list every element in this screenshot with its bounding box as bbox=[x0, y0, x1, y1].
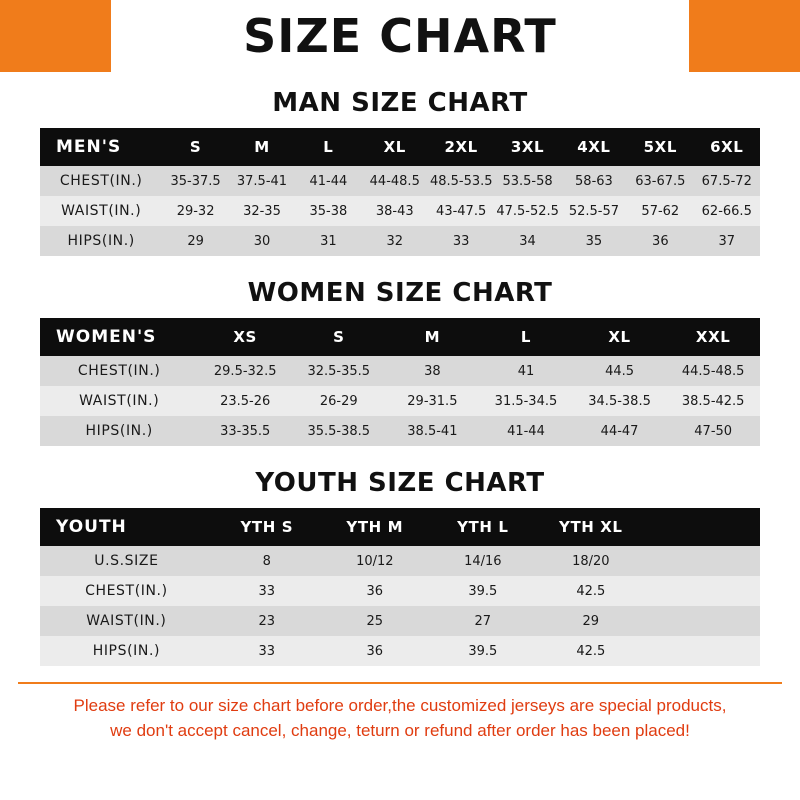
column-header: WOMEN'S bbox=[56, 327, 157, 347]
table-cell: 63-67.5 bbox=[635, 173, 686, 189]
youth-size-table bbox=[40, 508, 760, 666]
column-header: XL bbox=[608, 328, 631, 346]
table-cell: 30 bbox=[253, 233, 271, 249]
table-cell: 57-62 bbox=[641, 203, 680, 219]
table-cell: 44-47 bbox=[600, 423, 639, 439]
table-cell-empty bbox=[645, 546, 760, 576]
youth-section-title: YOUTH SIZE CHART bbox=[255, 468, 545, 498]
row-label: WAIST(IN.) bbox=[86, 613, 167, 629]
table-cell: 31 bbox=[320, 233, 337, 249]
row-label: WAIST(IN.) bbox=[79, 393, 160, 409]
man-table-wrap bbox=[40, 128, 760, 256]
table-cell: 29 bbox=[187, 233, 204, 249]
table-cell: 38.5-42.5 bbox=[681, 393, 745, 409]
row-label: HIPS(IN.) bbox=[92, 643, 161, 659]
youth-table-wrap bbox=[40, 508, 760, 666]
table-row bbox=[40, 606, 760, 636]
table-cell: 29 bbox=[582, 613, 600, 629]
man-section-title: MAN SIZE CHART bbox=[272, 88, 528, 118]
column-header: S bbox=[189, 138, 202, 156]
table-cell: 38.5-41 bbox=[407, 423, 458, 439]
column-header: 4XL bbox=[577, 138, 611, 156]
table-cell: 38-43 bbox=[375, 203, 414, 219]
table-header-row bbox=[40, 318, 760, 356]
table-cell: 38 bbox=[424, 363, 441, 379]
page-title: SIZE CHART bbox=[243, 9, 557, 63]
table-cell: 36 bbox=[366, 643, 384, 659]
column-header: 3XL bbox=[510, 138, 545, 156]
note-line-1: Please refer to our size chart before order,the customized jerseys are special products, bbox=[73, 696, 727, 715]
table-cell: 34 bbox=[519, 233, 536, 249]
column-header: YOUTH bbox=[56, 517, 127, 537]
table-cell: 29.5-32.5 bbox=[213, 363, 277, 379]
column-header: XXL bbox=[695, 328, 731, 346]
table-cell: 67.5-72 bbox=[701, 173, 752, 189]
table-row bbox=[40, 196, 760, 226]
row-label: CHEST(IN.) bbox=[85, 583, 168, 599]
table-row bbox=[40, 356, 760, 386]
column-header: M bbox=[424, 328, 441, 346]
table-cell: 14/16 bbox=[464, 553, 502, 569]
table-row bbox=[40, 416, 760, 446]
table-cell: 37.5-41 bbox=[236, 173, 288, 189]
table-cell: 44.5-48.5 bbox=[681, 363, 745, 379]
table-row bbox=[40, 226, 760, 256]
table-cell: 23.5-26 bbox=[220, 393, 271, 409]
table-header-row bbox=[40, 128, 760, 166]
women-size-table bbox=[40, 318, 760, 446]
table-cell: 29-31.5 bbox=[407, 393, 458, 409]
table-row bbox=[40, 386, 760, 416]
table-cell: 62-66.5 bbox=[701, 203, 752, 219]
table-cell: 44.5 bbox=[605, 363, 635, 379]
table-cell: 10/12 bbox=[356, 553, 394, 569]
table-cell: 58-63 bbox=[575, 173, 613, 189]
table-cell: 44-48.5 bbox=[369, 173, 420, 189]
column-header: MEN'S bbox=[56, 137, 122, 157]
column-header: 2XL bbox=[444, 138, 478, 156]
table-cell: 25 bbox=[366, 613, 384, 629]
table-cell: 41-44 bbox=[309, 173, 348, 189]
table-cell: 23 bbox=[258, 613, 276, 629]
column-header: XL bbox=[383, 138, 406, 156]
table-cell: 32 bbox=[386, 233, 404, 249]
table-cell: 41-44 bbox=[507, 423, 545, 439]
table-cell: 41 bbox=[517, 363, 535, 379]
column-header: 5XL bbox=[643, 138, 677, 156]
table-cell: 29-32 bbox=[176, 203, 215, 219]
table-row bbox=[40, 546, 760, 576]
table-cell: 18/20 bbox=[572, 553, 610, 569]
table-cell: 47.5-52.5 bbox=[496, 203, 559, 219]
header-banner-inner bbox=[111, 0, 689, 72]
women-section-title: WOMEN SIZE CHART bbox=[247, 278, 553, 308]
column-header: L bbox=[323, 138, 334, 156]
column-header: XS bbox=[233, 328, 257, 346]
column-header: YTH M bbox=[346, 518, 404, 536]
table-cell: 33 bbox=[452, 233, 470, 249]
column-header: L bbox=[520, 328, 532, 346]
table-cell: 35.5-38.5 bbox=[307, 423, 371, 439]
table-cell: 47-50 bbox=[694, 423, 733, 439]
table-cell: 39.5 bbox=[468, 643, 498, 659]
row-label: CHEST(IN.) bbox=[59, 173, 143, 189]
table-cell: 36 bbox=[652, 233, 669, 249]
table-cell: 27 bbox=[474, 613, 492, 629]
column-header: YTH S bbox=[240, 518, 294, 536]
table-cell: 8 bbox=[262, 553, 271, 569]
order-policy-note bbox=[18, 682, 782, 743]
table-cell: 42.5 bbox=[576, 583, 606, 599]
table-cell: 33-35.5 bbox=[220, 423, 271, 439]
column-header: S bbox=[333, 328, 345, 346]
table-cell: 33 bbox=[258, 643, 276, 659]
table-cell-empty bbox=[645, 576, 760, 606]
table-cell: 35-37.5 bbox=[170, 173, 221, 189]
column-header: YTH L bbox=[457, 518, 509, 536]
table-cell: 53.5-58 bbox=[502, 173, 553, 189]
row-label: HIPS(IN.) bbox=[85, 423, 153, 439]
table-cell: 35-38 bbox=[309, 203, 348, 219]
table-row bbox=[40, 166, 760, 196]
row-label: WAIST(IN.) bbox=[61, 203, 142, 219]
table-cell: 52.5-57 bbox=[568, 203, 620, 219]
women-table-wrap bbox=[40, 318, 760, 446]
row-label: U.S.SIZE bbox=[94, 553, 159, 569]
man-size-table bbox=[40, 128, 760, 256]
table-cell: 32.5-35.5 bbox=[307, 363, 371, 379]
table-row bbox=[40, 576, 760, 606]
table-cell: 31.5-34.5 bbox=[494, 393, 558, 409]
table-cell: 35 bbox=[585, 233, 603, 249]
table-cell: 48.5-53.5 bbox=[429, 173, 493, 189]
row-label: HIPS(IN.) bbox=[67, 233, 135, 249]
table-cell: 42.5 bbox=[576, 643, 606, 659]
table-cell: 39.5 bbox=[468, 583, 498, 599]
row-label: CHEST(IN.) bbox=[77, 363, 161, 379]
column-header: M bbox=[254, 138, 270, 156]
table-cell: 26-29 bbox=[319, 393, 358, 409]
table-cell: 36 bbox=[366, 583, 384, 599]
column-header: YTH XL bbox=[559, 518, 623, 536]
column-header: 6XL bbox=[710, 138, 744, 156]
table-cell: 33 bbox=[258, 583, 276, 599]
table-cell: 37 bbox=[718, 233, 736, 249]
table-row bbox=[40, 636, 760, 666]
table-cell: 43-47.5 bbox=[436, 203, 487, 219]
header-banner bbox=[0, 0, 800, 72]
table-cell-empty bbox=[645, 636, 760, 666]
column-header-empty bbox=[645, 508, 760, 546]
table-cell: 32-35 bbox=[243, 203, 281, 219]
table-header-row bbox=[40, 508, 760, 546]
table-cell-empty bbox=[645, 606, 760, 636]
table-cell: 34.5-38.5 bbox=[588, 393, 651, 409]
note-line-2: we don't accept cancel, change, teturn or refund after order has been placed! bbox=[110, 720, 690, 740]
